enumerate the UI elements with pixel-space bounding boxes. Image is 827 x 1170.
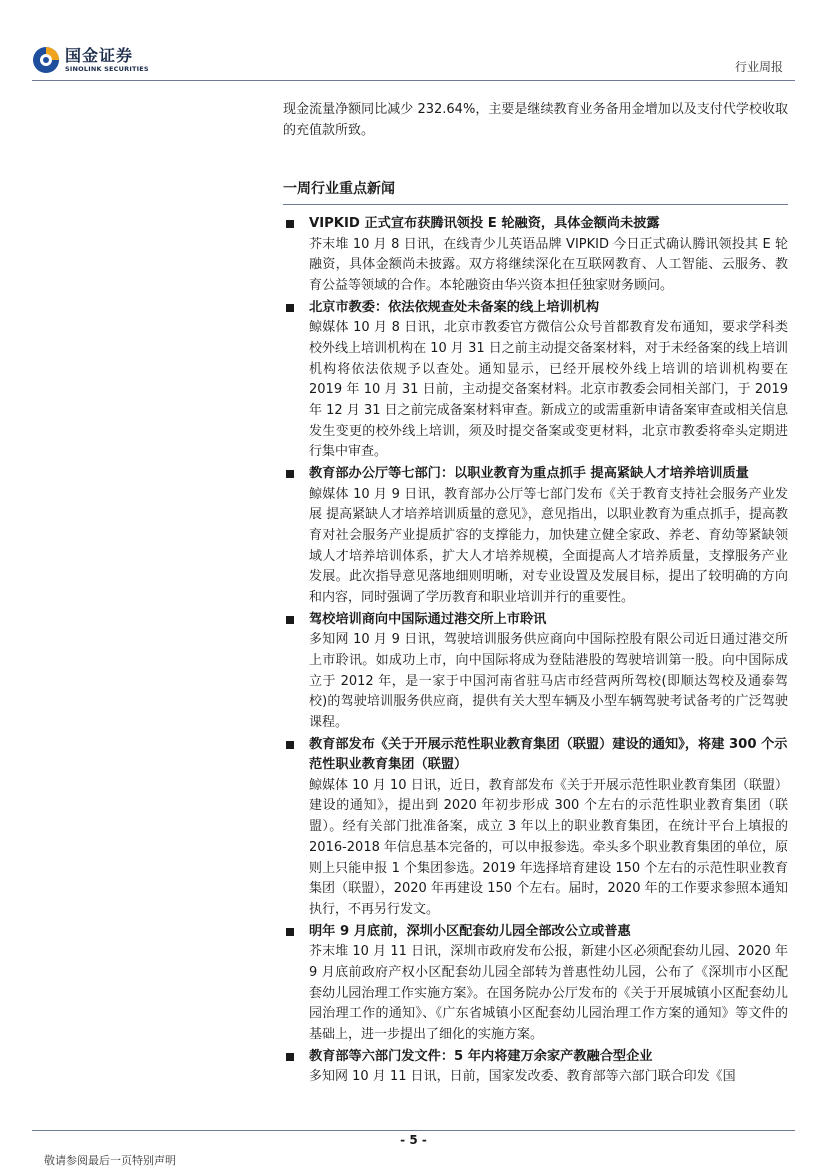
news-body: 芥末堆 10 月 8 日讯，在线青少儿英语品牌 VIPKID 今日正式确认腾讯领投其 E 轮融资，具体金额尚未披露。双方将继续深化在互联网教育、人工智能、云服务、教育公益等领域的合作。本轮融资由华兴资本担任独家财务顾问。 (309, 236, 788, 293)
news-body: 鲸媒体 10 月 9 日讯，教育部办公厅等七部门发布《关于教育支持社会服务产业发展 提高紧缺人才培养培训质量的意见》，意见指出，以职业教育为重点抓手，提高教育对社会服务产业提质扩容的支撑能力，加快建立健全家政、养老、育幼等紧缺领域人才培养培训体系，扩大人才培养规模，全面提高人才培养质量，支撑服务产业发展。此次指导意见落地细则明晰，对专业设置及发展目标，提出了较明确的方向和内容，同时强调了学历教育和职业培训并行的重要性。 (309, 486, 788, 606)
news-headline (283, 735, 788, 776)
square-bullet-icon (286, 928, 294, 936)
report-type-label: 行业周报 (734, 60, 783, 74)
square-bullet-icon (286, 304, 294, 312)
news-headline (283, 464, 788, 485)
company-logo (32, 46, 149, 74)
square-bullet-icon (286, 220, 294, 228)
news-item (283, 1047, 788, 1088)
news-headline (283, 214, 788, 235)
news-body: 多知网 10 月 9 日讯，驾驶培训服务供应商向中国际控股有限公司近日通过港交所上市聆讯。如成功上市，向中国际将成为登陆港股的驾驶培训第一股。向中国际成立于 2012 年，是一家于中国河南省驻马店市经营两所驾校(即顺达驾校及通泰驾校)的驾驶培训服务供应商，提供有关大型车辆及小型车辆驾驶考试备考的广泛驾驶课程。 (309, 632, 788, 731)
news-headline-text: 驾校培训商向中国际通过港交所上市聆讯 (309, 611, 547, 627)
news-headline-text: 教育部办公厅等七部门：以职业教育为重点抓手 提高紧缺人才培养培训质量 (309, 466, 749, 482)
page-header (0, 0, 827, 80)
news-headline (283, 610, 788, 631)
news-item (283, 922, 788, 1046)
news-item (283, 298, 788, 463)
header-divider (32, 80, 795, 81)
square-bullet-icon (286, 470, 294, 478)
news-item (283, 610, 788, 734)
news-headline-text: VIPKID 正式宣布获腾讯领投 E 轮融资，具体金额尚未披露 (309, 216, 660, 231)
disclaimer-note: 敬请参阅最后一页特别声明 (44, 1154, 176, 1167)
news-item (283, 464, 788, 609)
intro-paragraph: 现金流量净额同比减少 232.64%，主要是继续教育业务备用金增加以及支付代学校收取的充值款所致。 (283, 102, 788, 138)
news-headline-text: 北京市教委：依法依规查处未备案的线上培训机构 (309, 299, 600, 315)
news-headline-text: 明年 9 月底前，深圳小区配套幼儿园全部改公立或普惠 (309, 923, 631, 939)
logo-english-name: SINOLINK SECURITIES (65, 64, 149, 73)
logo-chinese-name: 国金证券 (65, 45, 134, 65)
main-content (283, 100, 788, 1089)
news-headline (283, 1047, 788, 1068)
news-list (283, 214, 788, 1088)
square-bullet-icon (286, 616, 294, 624)
news-headline-text: 教育部发布《关于开展示范性职业教育集团（联盟）建设的通知》，将建 300 个示范性职业教育集团（联盟） (309, 736, 788, 773)
news-item (283, 735, 788, 921)
section-title: 一周行业重点新闻 (283, 181, 395, 197)
footer-divider (32, 1130, 795, 1131)
news-headline (283, 922, 788, 943)
news-headline-text: 教育部等六部门发文件：5 年内将建万余家产教融合型企业 (309, 1048, 653, 1064)
sinolink-logo-icon (32, 46, 60, 74)
news-item (283, 214, 788, 297)
news-body: 芥末堆 10 月 11 日讯，深圳市政府发布公报，新建小区必须配套幼儿园、2020 年 9 月底前政府产权小区配套幼儿园全部转为普惠性幼儿园，公布了《深圳市小区配套幼儿园治理工作实施方案》。在国务院办公厅发布的《关于开展城镇小区配套幼儿园治理工作的通知》、《广东省城镇小区配套幼儿园治理工作方案的通知》等文件的基础上，进一步提出了细化的实施方案。 (309, 944, 788, 1042)
news-body: 鲸媒体 10 月 8 日讯，北京市教委官方微信公众号首都教育发布通知，要求学科类校外线上培训机构在 10 月 31 日之前主动提交备案材料，对于未经备案的线上培训机构将依法依规予以查处。通知显示，已经开展校外线上培训的培训机构要在 2019 年 10 月 31 日前，主动提交备案材料。北京市教委会同相关部门，于 2019 年 12 月 31 日之前完成备案材料审查。新成立的或需重新申请备案审查或相关信息发生变更的校外线上培训，须及时提交备案或变更材料，北京市教委将牵头定期进行集中审查。 (309, 320, 788, 460)
square-bullet-icon (286, 1053, 294, 1061)
square-bullet-icon (286, 741, 294, 749)
news-headline (283, 298, 788, 319)
page-number: - 5 - (400, 1133, 427, 1147)
news-body: 鲸媒体 10 月 10 日讯，近日，教育部发布《关于开展示范性职业教育集团（联盟）建设的通知》，提出到 2020 年初步形成 300 个左右的示范性职业教育集团（联盟）。经有关部门批准备案，成立 3 年以上的职业教育集团，在统计平台上填报的 2016-2018 年信息基本完备的，可以申报参选。牵头多个职业教育集团的单位，原则上只能申报 1 个集团参选。2019 年选择培育建设 150 个左右的示范性职业教育集团（联盟），2020 年再建设 150 个左右。届时，2020 年的工作要求参照本通知执行，不再另行发文。 (309, 777, 788, 917)
section-divider (283, 204, 788, 205)
news-body: 多知网 10 月 11 日讯，日前，国家发改委、教育部等六部门联合印发《国 (309, 1069, 736, 1085)
